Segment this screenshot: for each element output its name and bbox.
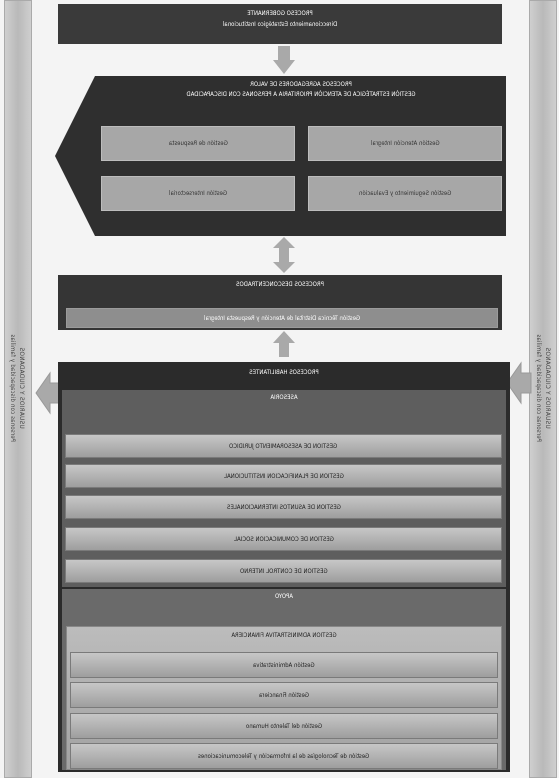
asesoria-item-label: GESTIÓN DE PLANIFICACIÓN INSTITUCIONAL [223,472,344,480]
sidebar-right-subtitle: Personas con discapacidad y familias [535,334,542,442]
gobernante-title: PROCESO GOBERNANTE [247,10,313,17]
agregadores-title: PROCESOS AGREGADORES DE VALOR [250,81,352,88]
box-gestion-seguimiento [308,176,502,211]
box-gestion-intersectorial [101,176,295,211]
apoyo-item [70,743,498,769]
agregadores-subtitle: GESTIÓN ESTRATÉGICA DE ATENCIÓN PRIORITARIA A PERSONAS CON DISCAPACIDAD [186,91,416,98]
apoyo-item-label: Gestión Administrativa [253,661,315,669]
distrital-label: Gestión Técnica Distrital de Atención y Respuesta Integral [203,314,361,322]
asesoria-item-label: GESTIÓN DE CONTROL INTERNO [239,567,328,575]
sidebar-left-title: USUARIOS Y CIUDADANOS [18,347,26,429]
gaf-title: GESTIÓN ADMINISTRATIVA FINANCIERA [231,632,337,639]
apoyo-title: APOYO [274,593,294,600]
gobernante-subtitle: Direccionamiento Estratégico Institucional [222,21,338,28]
asesoria-item [65,559,502,583]
asesoria-title: ASESORÍA [270,394,298,401]
box-gestion-atencion-integral [308,126,502,161]
asesoria-item [65,464,502,488]
box-label: Gestión Intersectorial [168,190,228,197]
asesoria-item-label: GESTIÓN DE ASUNTOS INTERNACIONALES [226,503,341,511]
asesoria-item [65,527,502,551]
box-label: Gestión de Respuesta [168,140,228,147]
proceso-gobernante [58,4,502,44]
desconcentrados-title: PROCESOS DESCONCENTRADOS [236,281,324,288]
apoyo-item [70,652,498,678]
apoyo-item-label: Gestión del Talento Humano [245,722,323,730]
asesoria-item-label: GESTIÓN DE COMUNICACIÓN SOCIAL [233,535,334,543]
agregadores-header [96,80,506,106]
gestion-tecnica-distrital [66,308,498,328]
apoyo-item [70,682,498,708]
sidebar-right-label [534,334,552,442]
box-label: Gestión Atención Integral [370,140,440,147]
habilitantes-title: PROCESOS HABILITANTES [249,369,319,376]
apoyo-item-label: Gestión de Tecnologías de la Información y Telecomunicaciones [198,752,370,760]
double-arrow-icon [273,237,295,273]
arrow-right-input-icon [507,358,531,408]
box-label: Gestión Seguimiento y Evaluación [358,190,452,197]
box-gestion-respuesta [101,126,295,161]
sidebar-right-title: USUARIOS Y CIUDADANOS [544,347,552,429]
sidebar-left-label [8,334,26,442]
asesoria-item [65,495,502,519]
arrow-up-icon [273,331,295,357]
apoyo-item [70,713,498,739]
arrow-down-icon [273,46,295,74]
asesoria-item [65,434,502,458]
sidebar-left-subtitle: Personas con discapacidad y familias [9,334,16,442]
asesoria-section [62,390,506,587]
asesoria-item-label: GESTIÓN DE ASESORAMIENTO JURÍDICO [229,442,338,450]
apoyo-item-label: Gestión Financiera [258,691,309,699]
arrow-left-output-icon [36,368,60,418]
